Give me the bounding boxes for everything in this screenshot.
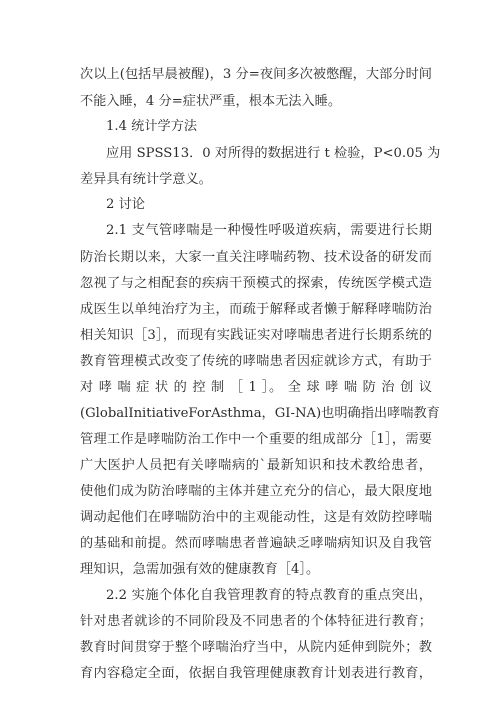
text-line: 理知识，急需加强有效的健康教育［4］。 <box>80 562 320 577</box>
text-line: 调动起他们在哮喘防治中的主观能动性，这是有效防控哮喘 <box>80 510 432 525</box>
text-line: 不能入睡，4 分=症状严重，根本无法入睡。 <box>80 94 342 109</box>
text-line: 应用 SPSS13．0 对所得的数据进行 t 检验，P<0.05 为 <box>106 146 441 161</box>
text-line: 相关知识［3］，而现有实践证实对哮喘患者进行长期系统的 <box>80 328 432 343</box>
text-line: 次以上(包括早晨被醒)，3 分=夜间多次被憋醒，大部分时间 <box>80 67 432 82</box>
section-heading: 1.4 统计学方法 <box>106 119 198 134</box>
text-line: 管理工作是哮喘防治工作中一个重要的组成部分［1］，需要 <box>80 432 432 447</box>
text-line: 2.1 支气管哮喘是一种慢性呼吸道疾病，需要进行长期 <box>106 223 432 238</box>
text-line: 使他们成为防治哮喘的主体并建立充分的信心，最大限度地 <box>80 484 432 499</box>
text-line: 差异具有统计学意义。 <box>80 172 212 187</box>
text-line: 2.2 实施个体化自我管理教育的特点教育的重点突出， <box>106 588 432 603</box>
text-line: 针对患者就诊的不同阶段及不同患者的个体特征进行教育； <box>80 614 432 629</box>
text-line: 忽视了与之相配套的疾病干预模式的探索，传统医学模式造 <box>80 276 432 291</box>
text-line: (GlobalInitiativeForAsthma，GI-NA)也明确指出哮喘教育 <box>80 406 440 421</box>
text-line: 防治长期以来，大家一直关注哮喘药物、技术设备的研发而 <box>80 250 432 265</box>
text-line: 广大医护人员把有关哮喘病的`最新知识和技术教给患者， <box>80 458 432 473</box>
section-heading: 2 讨论 <box>106 197 145 212</box>
text-line: 成医生以单纯治疗为主，而疏于解释或者懒于解释哮喘防治 <box>80 302 432 317</box>
text-line: 教育时间贯穿于整个哮喘治疗当中，从院内延伸到院外；教 <box>80 640 432 655</box>
text-line: 的基础和前提。然而哮喘患者普遍缺乏哮喘病知识及自我管 <box>80 536 432 551</box>
text-line: 对 哮 喘 症 状 的 控 制 ［ 1 ］。 全 球 哮 喘 防 治 创 议 <box>80 380 432 395</box>
text-line: 教育管理模式改变了传统的哮喘患者因症就诊方式，有助于 <box>80 354 432 369</box>
text-line: 育内容稳定全面，依据自我管理健康教育计划表进行教育， <box>80 666 432 681</box>
